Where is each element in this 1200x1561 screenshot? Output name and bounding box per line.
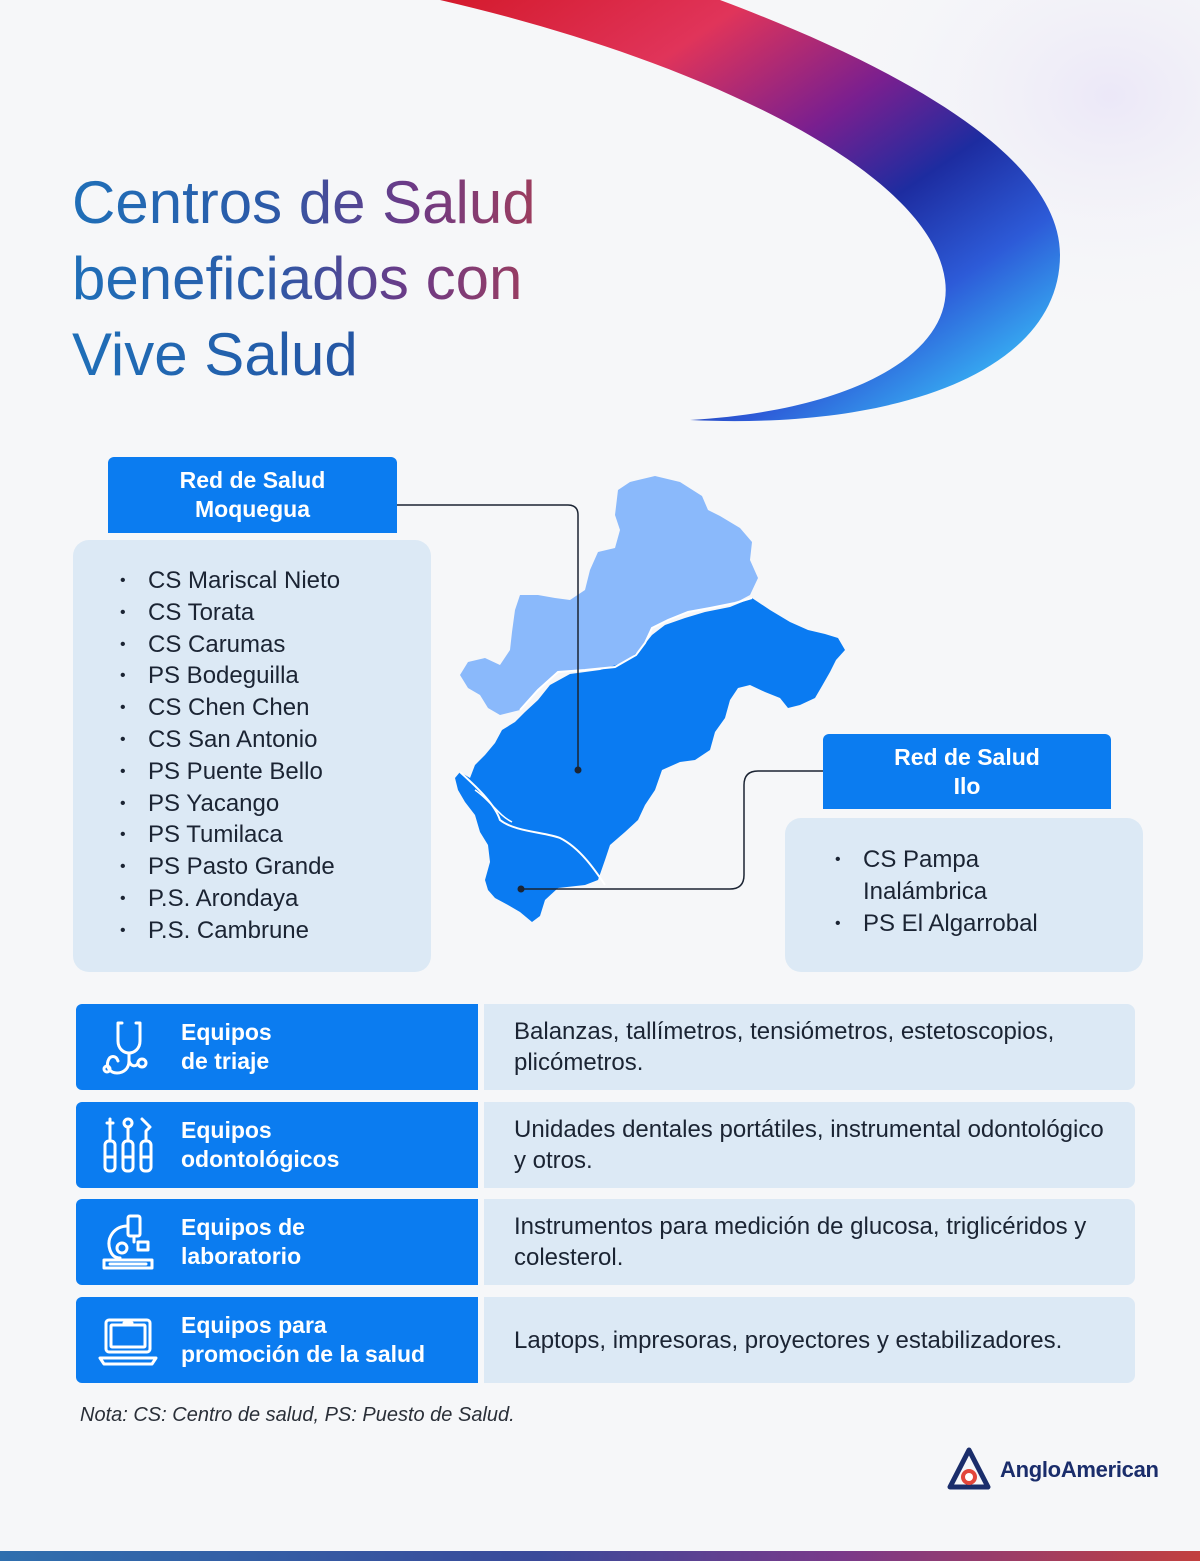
list-item: • CS Chen Chen <box>120 692 340 724</box>
equipment-label-line-2: odontológicos <box>181 1146 340 1172</box>
list-item: • PS Tumilaca <box>120 819 340 851</box>
equipment-description: Laptops, impresoras, proyectores y estabilizadores. <box>514 1326 1063 1354</box>
equipment-description-box <box>484 1102 1135 1188</box>
list-item: • CS Carumas <box>120 629 340 661</box>
red-ilo-header <box>823 734 1111 809</box>
dental-tools-icon <box>98 1115 158 1175</box>
equipment-label <box>181 1018 272 1076</box>
list-item: • P.S. Cambrune <box>120 915 340 947</box>
microscope-icon <box>98 1212 158 1272</box>
equipment-description-box <box>484 1199 1135 1285</box>
equipment-description-box <box>484 1297 1135 1383</box>
equipment-label-line-2: promoción de la salud <box>181 1341 426 1367</box>
bottom-gradient-bar <box>0 1551 1200 1561</box>
stethoscope-icon <box>98 1017 158 1077</box>
equipment-label-line-1: Equipos de <box>181 1214 305 1240</box>
list-item: • P.S. Arondaya <box>120 883 340 915</box>
equipment-label-line-1: Equipos <box>181 1019 272 1045</box>
red-ilo-list-card <box>785 818 1143 972</box>
equipment-description: Unidades dentales portátiles, instrumental odontológico y otros. <box>514 1116 1104 1174</box>
equipment-description: Balanzas, tallímetros, tensiómetros, estetoscopios, plicómetros. <box>514 1018 1055 1076</box>
equipment-row-laboratorio <box>76 1199 1135 1285</box>
red-ilo-title-line-2: Ilo <box>953 772 981 799</box>
equipment-description: Instrumentos para medición de glucosa, triglicéridos y colesterol. <box>514 1213 1087 1271</box>
list-item: • CS Pampa Inalámbrica <box>835 844 1085 908</box>
logo-text: AngloAmerican <box>1000 1457 1159 1482</box>
equipment-description-box <box>484 1004 1135 1090</box>
list-item: • PS El Algarrobal <box>835 908 1085 940</box>
anglo-american-logo-icon <box>946 1447 992 1493</box>
equipment-row-promocion <box>76 1297 1135 1383</box>
equipment-label <box>181 1213 305 1271</box>
equipment-row-odontologicos <box>76 1102 1135 1188</box>
equipment-label-box <box>76 1102 478 1188</box>
red-moquegua-header <box>108 457 397 533</box>
equipment-label-line-1: Equipos <box>181 1117 272 1143</box>
laptop-icon <box>98 1310 158 1370</box>
list-item: • CS Mariscal Nieto <box>120 565 340 597</box>
title-line-1: Centros de Salud <box>72 165 632 241</box>
red-moquegua-list-card <box>73 540 431 972</box>
equipment-label <box>181 1116 339 1174</box>
footnote: Nota: CS: Centro de salud, PS: Puesto de Salud. <box>80 1404 515 1426</box>
equipment-label <box>181 1311 425 1369</box>
anglo-american-logo <box>946 1447 1176 1493</box>
red-ilo-title-line-1: Red de Salud <box>894 743 1040 770</box>
title-line-3: Vive Salud <box>72 317 632 393</box>
list-item: • PS Pasto Grande <box>120 851 340 883</box>
equipment-label-line-2: de triaje <box>181 1048 270 1074</box>
page-title <box>72 165 632 393</box>
red-ilo-list <box>835 844 1085 939</box>
red-moquegua-list <box>120 565 340 947</box>
red-moquegua-title-line-2: Moquegua <box>195 496 310 522</box>
equipment-label-line-2: laboratorio <box>181 1243 302 1269</box>
equipment-label-box <box>76 1004 478 1090</box>
equipment-label-box <box>76 1199 478 1285</box>
list-item: • CS San Antonio <box>120 724 340 756</box>
title-line-2: beneficiados con <box>72 241 632 317</box>
list-item: • CS Torata <box>120 597 340 629</box>
equipment-row-triaje <box>76 1004 1135 1090</box>
red-moquegua-title-line-1: Red de Salud <box>179 467 326 493</box>
list-item: • PS Yacango <box>120 788 340 820</box>
equipment-label-box <box>76 1297 478 1383</box>
equipment-label-line-1: Equipos para <box>181 1312 327 1338</box>
list-item: • PS Bodeguilla <box>120 660 340 692</box>
list-item: • PS Puente Bello <box>120 756 340 788</box>
